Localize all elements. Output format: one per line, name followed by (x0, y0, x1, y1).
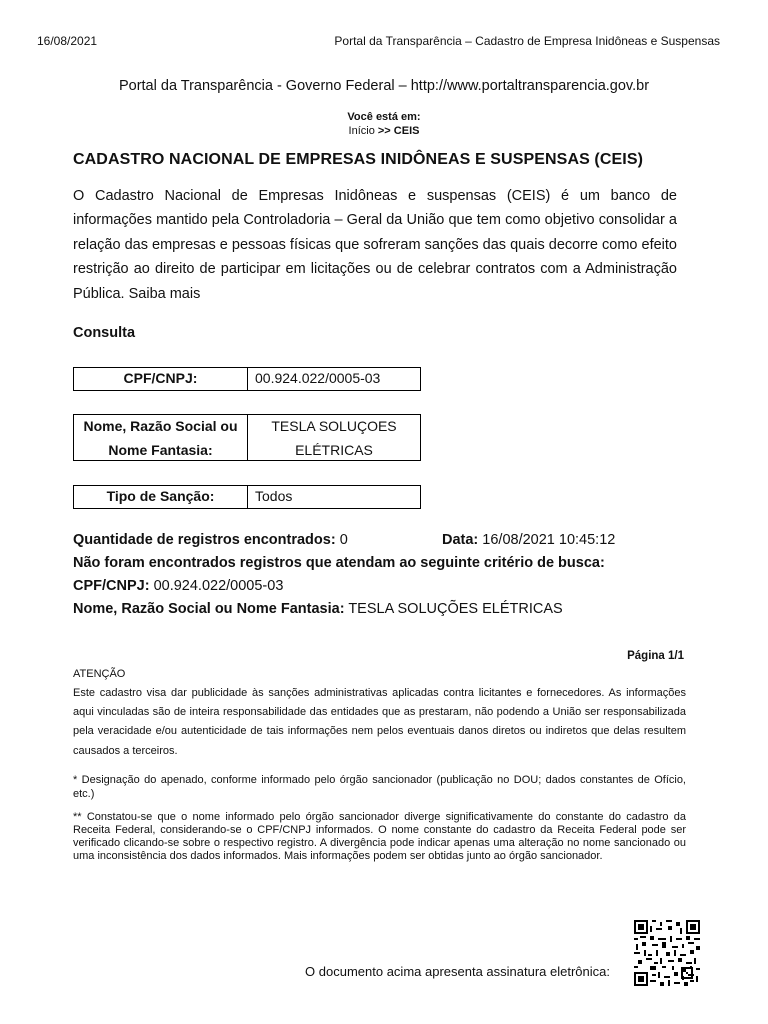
result-date-value: 16/08/2021 10:45:12 (482, 532, 616, 548)
criteria-nome-label: Nome, Razão Social ou Nome Fantasia: (73, 601, 345, 617)
consulta-heading: Consulta (73, 325, 136, 341)
print-header-title: Portal da Transparência – Cadastro de Empresa Inidôneas e Suspensas (334, 34, 720, 48)
cpf-filter-label: CPF/CNPJ: (74, 368, 248, 390)
nome-filter-value-line1: TESLA SOLUÇOES (271, 418, 397, 434)
print-date: 16/08/2021 (37, 34, 98, 48)
nome-filter-value-line2: ELÉTRICAS (295, 441, 373, 458)
tipo-filter-label: Tipo de Sanção: (74, 486, 248, 508)
cpf-filter-value: 00.924.022/0005-03 (255, 370, 381, 386)
result-date (442, 532, 615, 548)
tipo-filter-table (73, 485, 421, 509)
nome-filter-label (74, 415, 248, 460)
intro-paragraph: O Cadastro Nacional de Empresas Inidôneas e suspensas (CEIS) é um banco de informações mantido pela Controladoria – Geral da União que tem como objetivo consolidar a relação das empresas e pessoas físicas que sofreram sanções das quais decorre como efeito restrição ao direito de participar em licitações ou de celebrar contratos com a Administração Pública. Saiba mais (73, 188, 677, 302)
criteria-cpf-label: CPF/CNPJ: (73, 578, 150, 594)
result-count-value: 0 (339, 532, 348, 548)
atencao-text: Este cadastro visa dar publicidade às sanções administrativas aplicadas contra licitantes e fornecedores. As informações aqui vinculadas são de inteira responsabilidade das entidades que as prestaram, não podendo a União ser responsabilizada pela veracidade e/ou autenticidade de tais informações nem pelos eventuais danos diretos ou indiretos que delas resultem causados a terceiros. (73, 687, 686, 757)
breadcrumb-label: Você está em: (347, 111, 421, 123)
criteria-cpf (73, 578, 283, 594)
nome-filter-label-line1: Nome, Razão Social ou (83, 418, 238, 434)
criteria-nome (73, 601, 563, 617)
page-title: CADASTRO NACIONAL DE EMPRESAS INIDÔNEAS E SUSPENSAS (CEIS) (73, 151, 644, 168)
atencao-title: ATENÇÃO (73, 668, 126, 680)
breadcrumb-home[interactable]: Início (348, 125, 375, 137)
footnote-1: * Designação do apenado, conforme informado pelo órgão sancionador (publicação no DOU; dados constantes de Ofício, etc.) (73, 774, 686, 800)
nome-filter-value (248, 415, 420, 460)
footnote-2: ** Constatou-se que o nome informado pelo órgão sancionador diverge significativamente do constante do cadastro da Receita Federal, considerando-se o CPF/CNPJ informados. O nome constante do cadastro da Receita Federal pode ser verificado clicando-se sobre o respectivo registro. A divergência pode indicar apenas uma alteração no nome sancionado ou uma inconsistência dos dados informados. Mais informações podem ser obtidas junto ao órgão sancionador. (73, 811, 686, 862)
page-number: Página 1/1 (627, 650, 684, 662)
cpf-filter-table (73, 367, 421, 391)
criteria-nome-value: TESLA SOLUÇÕES ELÉTRICAS (348, 601, 563, 617)
breadcrumb (0, 125, 768, 137)
result-count (73, 532, 348, 548)
breadcrumb-current: CEIS (393, 125, 420, 137)
no-results-message: Não foram encontrados registros que atendam ao seguinte critério de busca: (73, 555, 605, 571)
qr-code-icon (634, 920, 700, 986)
criteria-cpf-value: 00.924.022/0005-03 (153, 578, 284, 594)
result-count-label: Quantidade de registros encontrados: (73, 532, 336, 548)
signature-note: O documento acima apresenta assinatura eletrônica: (305, 964, 610, 979)
breadcrumb-separator: >> (377, 125, 391, 137)
portal-line: Portal da Transparência - Governo Federal – http://www.portaltransparencia.gov.br (118, 78, 650, 94)
nome-filter-table (73, 414, 421, 461)
tipo-filter-value: Todos (255, 488, 293, 504)
nome-filter-label-line2: Nome Fantasia: (108, 441, 213, 458)
result-date-label: Data: (442, 532, 479, 548)
